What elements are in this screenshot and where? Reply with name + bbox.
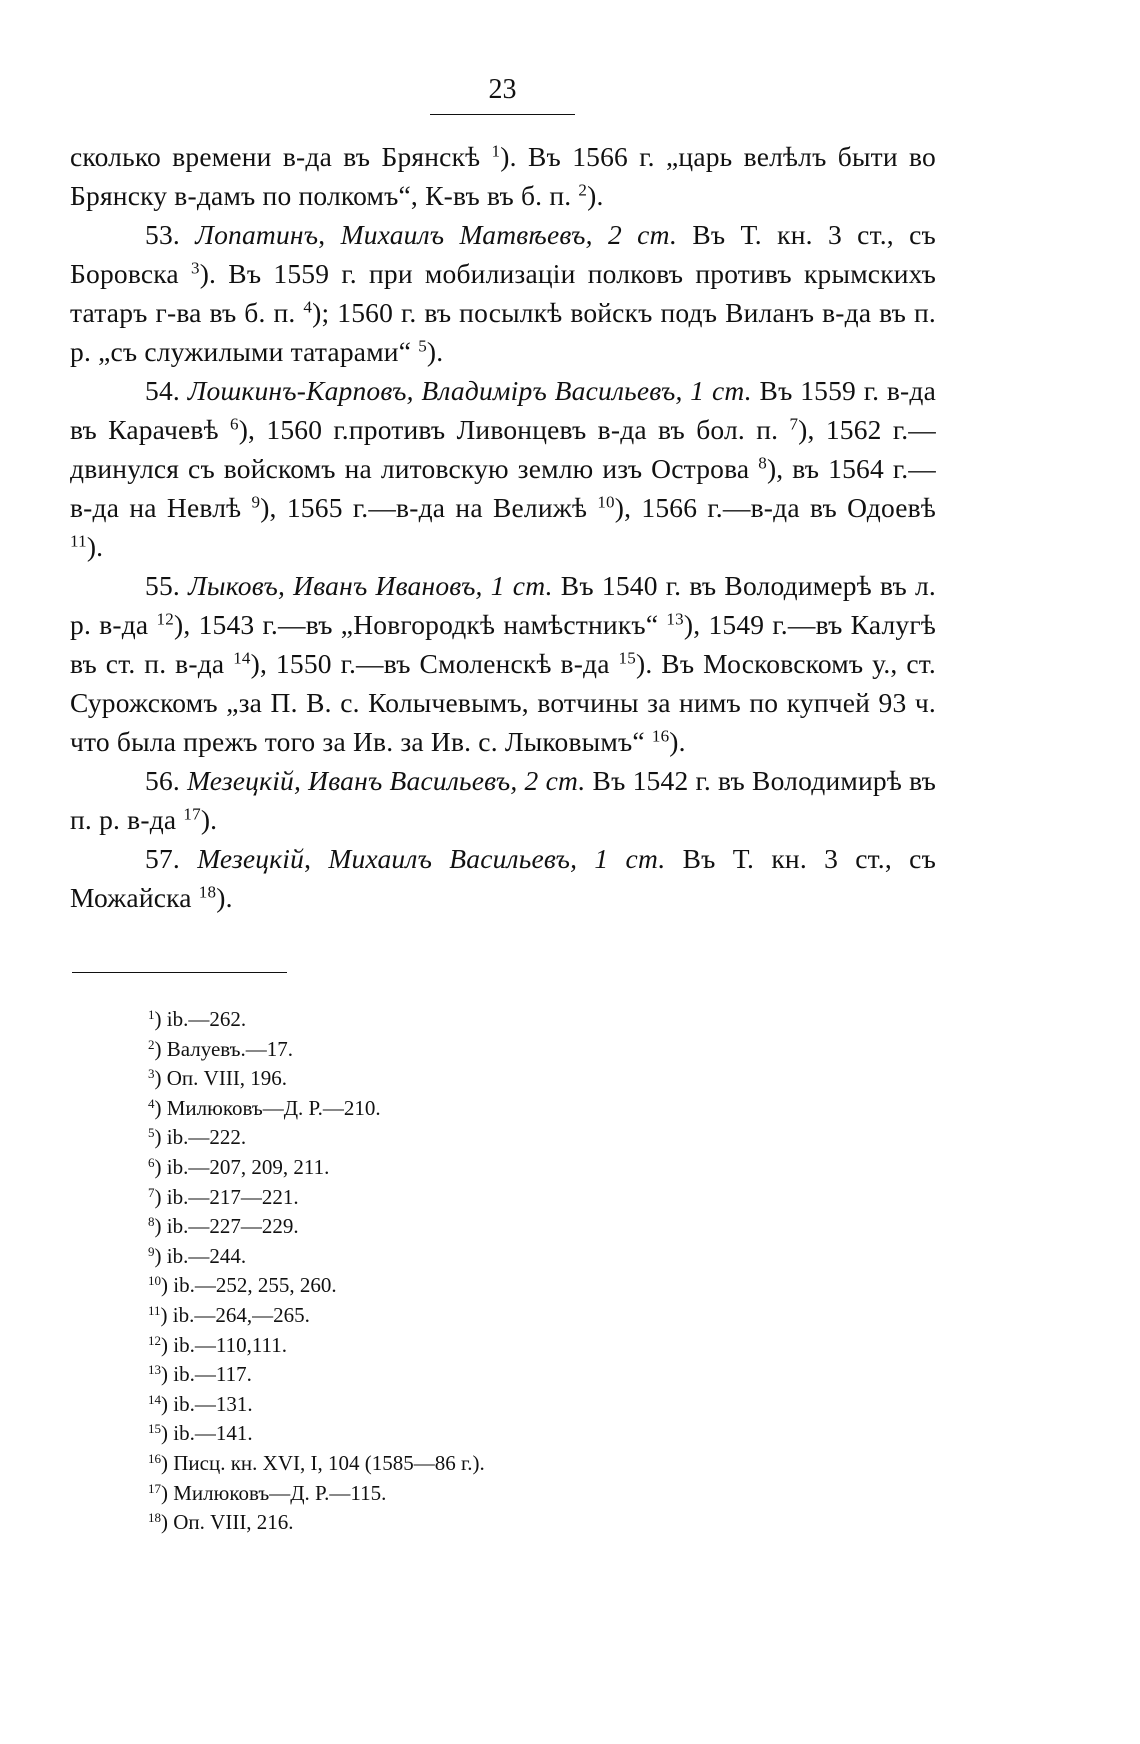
footnote-number: 5	[148, 1125, 155, 1141]
text-run: 55.	[145, 570, 189, 601]
footnote-ref: 17	[183, 804, 201, 824]
text-run: ).	[86, 531, 104, 562]
text-run: Въ Т. кн. 3 ст., съ Боровска	[70, 219, 936, 289]
footnote-item	[148, 1064, 908, 1094]
footnote-text: ) ib.—222.	[154, 1125, 247, 1150]
text-run: Въ 1559 г. в-да въ Карачевѣ	[70, 375, 936, 445]
paragraph-p0	[70, 137, 936, 215]
footnote-number: 17	[148, 1480, 162, 1496]
footnote-number: 6	[148, 1154, 155, 1170]
footnote-text: ) Оп. VIII, 216.	[161, 1510, 294, 1535]
footnote-text: ) ib.—141.	[161, 1421, 253, 1446]
footnote-item	[148, 1360, 908, 1390]
footnote-item	[148, 1242, 908, 1272]
footnote-text: ) Писц. кн. XVI, I, 104 (1585—86 г.).	[161, 1450, 485, 1475]
text-run: ). Въ Московскомъ у., ст. Сурожскомъ „за П. В. с. Колычевымъ, вотчины за нимъ по купчей 93 ч. что была прежъ того за Ив. за Ив. с. Лыковымъ“	[70, 648, 937, 757]
footnote-text: ) Милюковъ—Д. Р.—210.	[154, 1095, 381, 1120]
text-run: ,	[304, 843, 329, 874]
text-run: 53.	[145, 219, 196, 250]
text-run: ), 1550 г.—въ Смоленскѣ в-да	[250, 648, 619, 679]
italic-name: Мезецкій	[197, 843, 305, 874]
footnote-number: 15	[148, 1421, 162, 1437]
footnote-number: 7	[148, 1184, 155, 1200]
footnote-text: ) ib.—117.	[161, 1362, 252, 1387]
text-run: ). Въ 1559 г. при мобилизаціи полковъ противъ крымскихъ татаръ г-ва въ б. п.	[70, 258, 936, 328]
footnote-item	[148, 1094, 908, 1124]
body-text	[70, 137, 936, 917]
text-run: ); 1560 г. въ посылкѣ войскъ подъ Виланъ в-да въ п. р. „съ служилыми татарами“	[70, 297, 937, 367]
italic-name: Михаилъ Матвѣевъ, 2 ст.	[340, 219, 678, 250]
footnote-item	[148, 1271, 908, 1301]
footnote-item	[148, 1419, 908, 1449]
footnote-text: ) ib.—252, 255, 260.	[161, 1273, 337, 1298]
footnote-item	[148, 1449, 908, 1479]
footnote-number: 3	[148, 1066, 155, 1082]
footnote-number: 13	[148, 1361, 162, 1377]
footnote-item	[148, 1331, 908, 1361]
text-run: ), 1560 г.противъ Ливонцевъ в-да въ бол. п.	[238, 414, 790, 445]
text-run: Въ Т. кн. 3 ст., съ Можайска	[70, 843, 936, 913]
footnote-ref: 5	[418, 336, 427, 356]
footnote-ref: 3	[190, 258, 200, 278]
footnote-text: ) Валуевъ.—17.	[154, 1036, 294, 1061]
italic-name: Михаилъ Васильевъ, 1 ст.	[328, 843, 666, 874]
footnote-text: ) ib.—217—221.	[154, 1184, 299, 1209]
text-run: ), въ 1564 г.—в-да на Невлѣ	[70, 453, 937, 523]
text-run: ). Въ 1566 г. „царь велѣлъ быти во Брянску в-дамъ по полкомъ“, К-въ въ б. п.	[70, 141, 937, 211]
footnote-ref: 2	[578, 180, 588, 200]
footnote-item	[148, 1479, 908, 1509]
text-run: ).	[216, 882, 233, 913]
text-run: Въ 1540 г. въ Володимерѣ въ л. р. в-да	[70, 570, 936, 640]
footnote-item	[148, 1153, 908, 1183]
footnote-text: ) ib.—264,—265.	[160, 1302, 310, 1327]
text-run: сколько времени в-да въ Брянскѣ	[70, 141, 492, 172]
italic-name: Лошкинъ-Карповъ, Владимiръ Васильевъ, 1 ст.	[187, 375, 752, 406]
footnote-item	[148, 1301, 908, 1331]
footnote-ref: 18	[198, 882, 217, 902]
text-run: Въ 1542 г. въ Володимирѣ въ п. р. в-да	[70, 765, 936, 835]
footnote-text: ) Милюковъ—Д. Р.—115.	[161, 1480, 387, 1505]
footnote-ref: 15	[618, 648, 636, 668]
footnote-ref: 7	[789, 414, 799, 434]
footnote-item	[148, 1390, 908, 1420]
footnote-number: 18	[148, 1509, 162, 1525]
italic-name: Лыковъ, Иванъ Ивановъ, 1 ст.	[188, 570, 553, 601]
footnote-ref: 14	[233, 648, 251, 668]
footnote-ref: 12	[156, 609, 174, 629]
footnote-text: ) ib.—227—229.	[154, 1214, 299, 1239]
text-run: ).	[426, 336, 444, 367]
footnote-number: 9	[148, 1243, 155, 1259]
footnote-item	[148, 1183, 908, 1213]
footnote-ref: 1	[491, 141, 501, 161]
page-number: 23	[430, 72, 575, 115]
text-run: ), 1565 г.—в-да на Велижѣ	[260, 492, 598, 523]
footnotes-list	[148, 1005, 908, 1538]
text-run: 57.	[145, 843, 198, 874]
text-run: ).	[200, 804, 218, 835]
footnote-number: 2	[148, 1036, 155, 1052]
text-run: ), 1543 г.—въ „Новгородкѣ намѣстникъ“	[173, 609, 667, 640]
text-run: ).	[587, 180, 604, 211]
footnote-text: ) Оп. VIII, 196.	[154, 1066, 288, 1091]
footnote-divider	[72, 972, 287, 973]
footnote-text: ) ib.—110,111.	[161, 1332, 288, 1357]
footnote-ref: 6	[229, 414, 239, 434]
footnote-ref: 13	[666, 609, 684, 629]
footnote-number: 16	[148, 1450, 162, 1466]
text-run: 56.	[145, 765, 188, 796]
footnote-number: 1	[148, 1006, 155, 1022]
footnote-ref: 8	[758, 453, 767, 473]
footnote-text: ) ib.—131.	[161, 1391, 253, 1416]
italic-name: Мезецкій, Иванъ Васильевъ, 2 ст.	[187, 765, 586, 796]
footnote-number: 11	[148, 1302, 161, 1318]
footnote-item	[148, 1005, 908, 1035]
text-run: ,	[318, 219, 341, 250]
footnote-number: 14	[148, 1391, 162, 1407]
footnote-item	[148, 1212, 908, 1242]
footnote-number: 12	[148, 1332, 162, 1348]
footnote-ref: 9	[251, 492, 261, 512]
paragraph-p55	[70, 566, 936, 761]
footnote-text: ) ib.—207, 209, 211.	[154, 1154, 330, 1179]
text-run: ), 1562 г.—двинулся съ войскомъ на литовскую землю изъ Острова	[70, 414, 936, 484]
footnote-ref: 11	[70, 531, 87, 551]
footnote-item	[148, 1035, 908, 1065]
footnote-ref: 4	[303, 297, 313, 317]
footnote-item	[148, 1508, 908, 1538]
footnote-text: ) ib.—262.	[154, 1007, 247, 1031]
footnote-ref: 10	[597, 492, 615, 512]
footnote-number: 8	[148, 1214, 155, 1229]
footnote-text: ) ib.—244.	[154, 1243, 247, 1268]
italic-name: Лопатинъ	[195, 219, 319, 250]
text-run: 54.	[145, 375, 188, 406]
footnote-ref: 16	[651, 726, 670, 746]
footnote-number: 4	[148, 1095, 155, 1111]
paragraph-p53	[70, 215, 936, 371]
text-run: ), 1549 г.—въ Калугѣ въ ст. п. в-да	[70, 609, 936, 679]
text-run: ).	[669, 726, 686, 757]
paragraph-p56	[70, 761, 936, 839]
footnote-number: 10	[148, 1273, 162, 1289]
footnote-item	[148, 1123, 908, 1153]
paragraph-p57	[70, 839, 936, 917]
paragraph-p54	[70, 371, 936, 566]
text-run: ), 1566 г.—в-да въ Одоевѣ	[614, 492, 936, 523]
